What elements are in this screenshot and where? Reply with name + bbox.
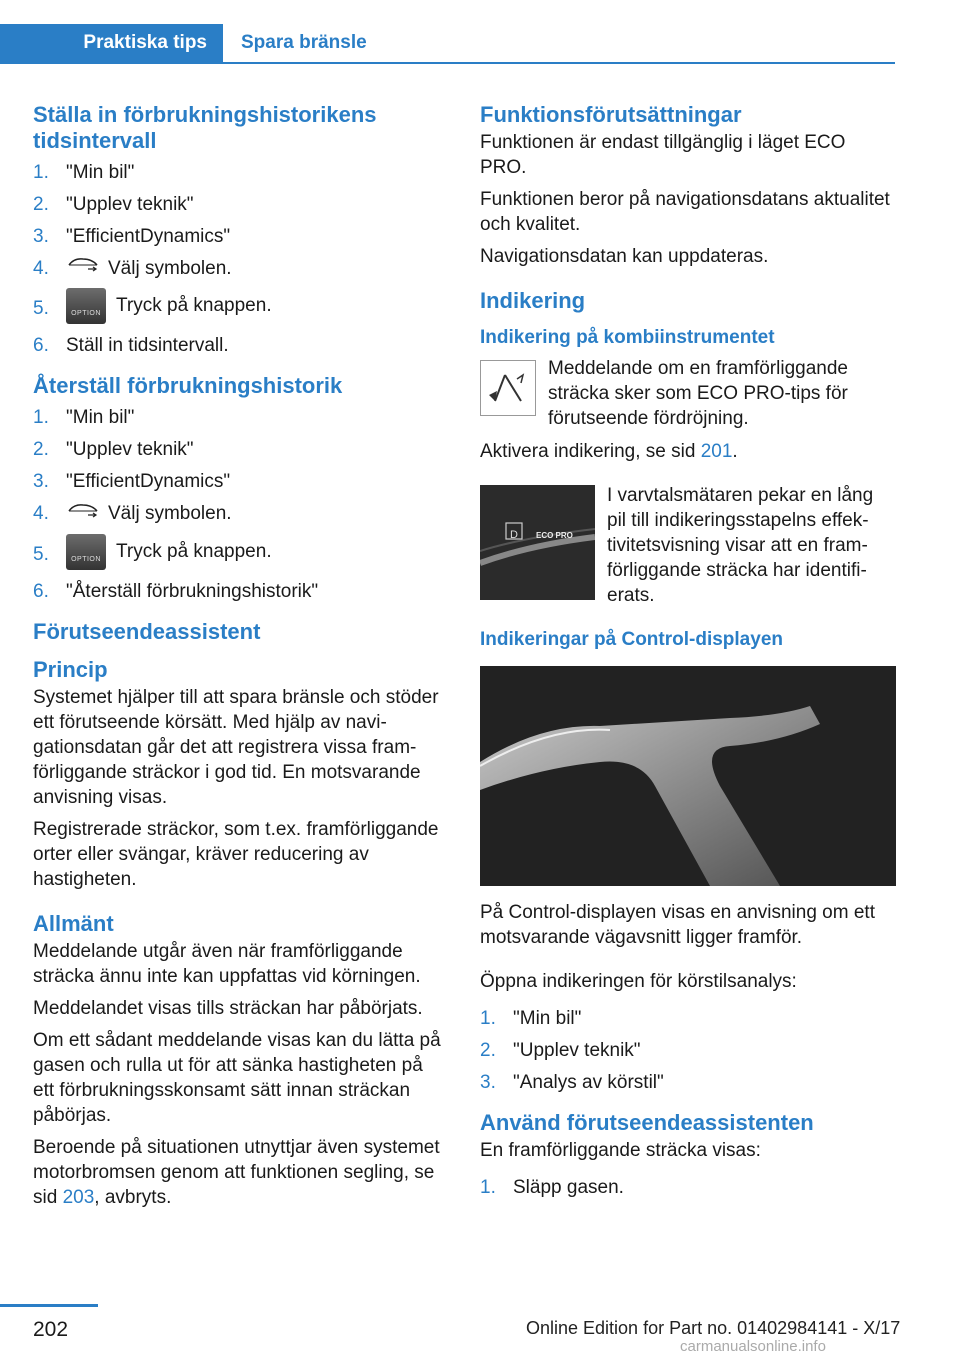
control-display-image — [480, 666, 896, 886]
tab-spara-bransle[interactable]: Spara bränsle — [241, 32, 367, 53]
heading-use: Använd förutseendeassistenten — [480, 1110, 814, 1135]
gauge-d-label: D — [510, 529, 518, 541]
list-interval — [33, 160, 441, 358]
text-activate: Aktivera indikering, se sid 201. — [480, 441, 738, 462]
list-item: 2. "Upplev teknik" — [33, 439, 194, 461]
text-allmant-4: Beroende på situationen utnyttjar även systemet motorbromsen genom att funktionen segling, se sid 203, avbryts. — [33, 1136, 440, 1208]
gauge-eco-label: ECO PRO — [536, 531, 573, 540]
text-allmant-1: Meddelande utgår även när framförliggande sträcka ännu inte kan uppfattas vid körningen. — [33, 940, 421, 987]
list-item: 4. Välj symbolen. — [33, 256, 441, 281]
text-func-1: Funktionen är endast tillgänglig i läget ECO PRO. — [480, 132, 846, 178]
list-use — [480, 1175, 896, 1200]
left-column — [33, 102, 441, 1217]
list-item: 2. "Upplev teknik" — [480, 1040, 641, 1061]
list-item: 6. "Återställ förbrukningshistorik" — [33, 580, 319, 602]
right-column — [480, 102, 896, 1215]
list-reset — [33, 405, 441, 603]
header-tabs — [0, 24, 895, 64]
page-link-201[interactable]: 201 — [700, 441, 733, 462]
page-number: 202 — [33, 1318, 69, 1341]
text-princip-1: Systemet hjälper till att spara bränsle och stöder ett förutseende körsätt. Med hjälp av navigationsdatan går det att registrera vissa framförliggande sträckor i god tid. En motsvarande anvisning visas. — [33, 686, 439, 808]
road-warning-icon — [480, 360, 536, 416]
watermark: carmanualsonline.info — [680, 1338, 826, 1355]
list-item: 1. "Min bil" — [480, 1008, 582, 1029]
heading-kombi: Indikering på kombiinstrumentet — [480, 327, 775, 348]
text-control: På Control-displayen visas en anvisning om ett motsvarande vägavsnitt ligger framför. — [480, 902, 875, 948]
text-allmant-2: Meddelandet visas tills sträckan har påbörjats. — [33, 997, 423, 1019]
kombi-figure-row — [480, 356, 896, 431]
list-item: 1. "Min bil" — [33, 407, 135, 429]
heading-allmant: Allmänt — [33, 910, 114, 936]
text-varv: I varvtalsmätaren pekar en lång pil till indikeringsstapelns effektivitetsvisning visar att en framförliggande sträcka har identifierats. — [607, 485, 874, 606]
list-item: 3. "EfficientDynamics" — [33, 471, 231, 493]
option-button-icon: OPTION — [66, 288, 106, 324]
text-kombi: Meddelande om en framförliggande sträcka sker som ECO PRO-tips för förutseende fördröjning. — [548, 358, 848, 429]
footer-edition: Online Edition for Part no. 01402984141 - X/17 — [526, 1318, 901, 1338]
tab-praktiska-tips[interactable]: Praktiska tips — [0, 24, 223, 62]
car-arrow-icon — [66, 256, 100, 281]
page-link-203[interactable]: 203 — [62, 1186, 95, 1208]
text-allmant-3: Om ett sådant meddelande visas kan du lätta på gasen och rulla ut för att sänka hastigheten på ett förbrukningsskonsamt sätt innan sträckan påbörjas. — [33, 1029, 441, 1126]
heading-indikering: Indikering — [480, 288, 586, 313]
list-item: 5. OPTION Tryck på knappen. — [33, 288, 441, 326]
text-open: Öppna indikeringen för körstilsanalys: — [480, 971, 797, 992]
heading-interval: Ställa in förbrukningshistorikens tidsintervall — [33, 102, 377, 153]
list-item: 4. Välj symbolen. — [33, 501, 441, 526]
footer-accent-line — [0, 1304, 98, 1307]
heading-control: Indikeringar på Control-displayen — [480, 629, 783, 650]
heading-reset: Återställ förbrukningshistorik — [33, 373, 343, 399]
list-item: 2. "Upplev teknik" — [33, 194, 194, 215]
text-princip-2: Registrerade sträckor, som t.ex. framförliggande orter eller svängar, kräver reducering av hastigheten. — [33, 818, 439, 890]
heading-assist: Förutseendeassistent — [33, 618, 261, 644]
heading-princip: Princip — [33, 656, 108, 682]
list-analysis — [480, 1006, 896, 1095]
car-arrow-icon — [66, 502, 100, 527]
gauge-figure-row — [480, 483, 896, 608]
text-use: En framförliggande sträcka visas: — [480, 1140, 761, 1161]
list-item: 1. Släpp gasen. — [480, 1177, 624, 1198]
heading-func: Funktionsförutsättningar — [480, 102, 742, 127]
list-item: 5. OPTION Tryck på knappen. — [33, 534, 441, 572]
tachometer-image — [480, 485, 595, 600]
option-button-icon: OPTION — [66, 534, 106, 570]
list-item: 6. Ställ in tidsintervall. — [33, 335, 229, 357]
text-func-3: Navigationsdatan kan uppdateras. — [480, 246, 769, 267]
list-item: 1. "Min bil" — [33, 162, 135, 183]
text-func-2: Funktionen beror på navigationsdatans aktualitet och kvalitet. — [480, 189, 890, 235]
list-item: 3. "EfficientDynamics" — [33, 226, 231, 247]
list-item: 3. "Analys av körstil" — [480, 1072, 664, 1093]
